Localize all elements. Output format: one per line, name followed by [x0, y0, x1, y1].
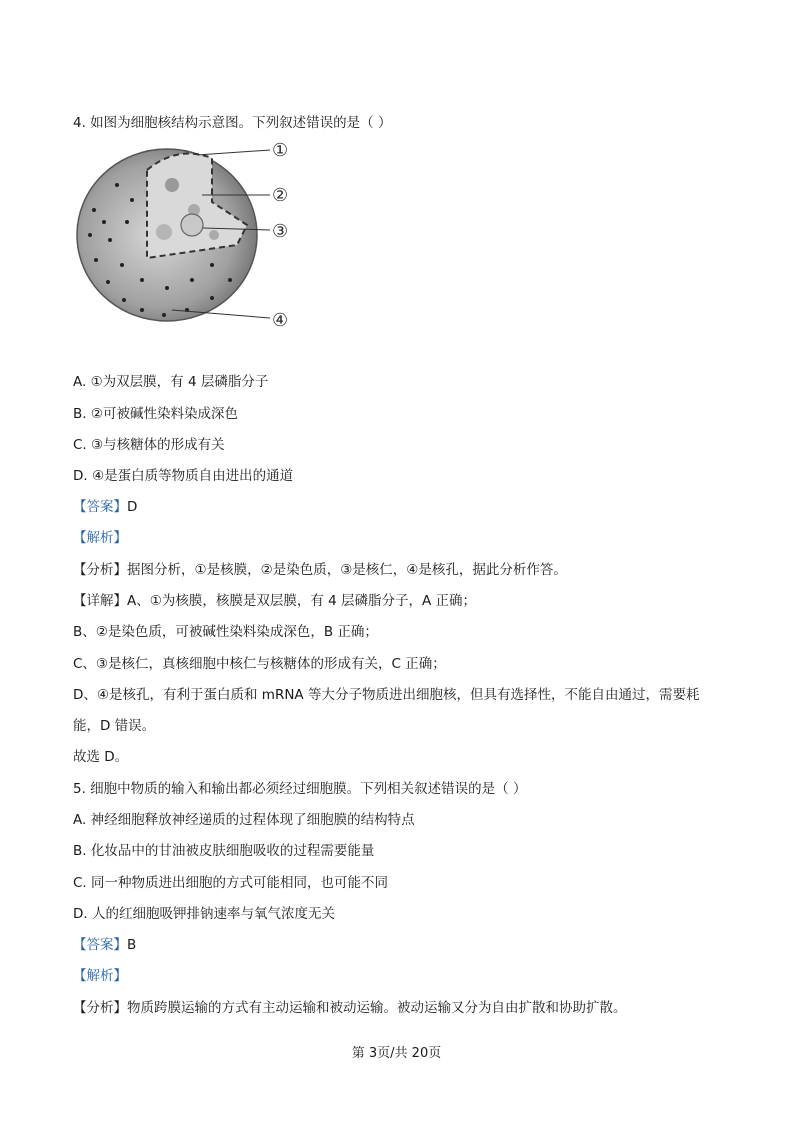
xiangjie-text: A、①为核膜，核膜是双层膜，有 4 层磷脂分子，A 正确；	[127, 593, 477, 609]
answer-value: D	[127, 499, 138, 515]
q4-detail-d: D、④是核孔，有利于蛋白质和 mRNA 等大分子物质进出细胞核，但具有选择性，不能自由通过，需要耗	[73, 687, 700, 703]
q5-option-d: D. 人的红细胞吸钾排钠速率与氧气浓度无关	[73, 906, 335, 922]
answer-tag: 【答案】	[73, 937, 127, 953]
q4-detail-b: B、②是染色质，可被碱性染料染成深色，B 正确；	[73, 624, 378, 640]
q4-detail-c: C、③是核仁，真核细胞中核仁与核糖体的形成有关，C 正确；	[73, 656, 446, 672]
label-1: ①	[272, 140, 289, 161]
q4-option-c: C. ③与核糖体的形成有关	[73, 437, 225, 453]
page-footer: 第 3页/共 20页	[351, 1046, 442, 1061]
q4-fenxi	[73, 560, 567, 580]
q5-fenxi	[73, 998, 627, 1018]
q5-option-b: B. 化妆品中的甘油被皮肤细胞吸收的过程需要能量	[73, 843, 375, 859]
q4-stem: 4. 如图为细胞核结构示意图。下列叙述错误的是（ ）	[73, 115, 392, 131]
q4-detail-d-cont: 能，D 错误。	[73, 718, 156, 734]
label-2: ②	[272, 185, 289, 206]
q4-conclusion: 故选 D。	[73, 749, 129, 765]
fenxi-tag: 【分析】	[73, 1000, 127, 1016]
q4-option-a: A. ①为双层膜，有 4 层磷脂分子	[73, 374, 269, 390]
q4-xiangjie	[73, 591, 476, 611]
answer-value: B	[127, 937, 137, 953]
q4-answer	[73, 497, 137, 517]
nucleus-diagram-image	[72, 140, 312, 335]
q4-analysis-tag: 【解析】	[73, 530, 127, 546]
label-3: ③	[272, 221, 289, 242]
q5-option-a: A. 神经细胞释放神经递质的过程体现了细胞膜的结构特点	[73, 812, 415, 828]
fenxi-tag: 【分析】	[73, 562, 127, 578]
fenxi-text: 据图分析，①是核膜，②是染色质，③是核仁，④是核孔，据此分析作答。	[127, 562, 567, 578]
q5-option-c: C. 同一种物质进出细胞的方式可能相同，也可能不同	[73, 875, 389, 891]
xiangjie-tag: 【详解】	[73, 593, 127, 609]
answer-tag: 【答案】	[73, 499, 127, 515]
fenxi-text: 物质跨膜运输的方式有主动运输和被动运输。被动运输又分为自由扩散和协助扩散。	[127, 1000, 627, 1016]
nucleolus	[181, 214, 203, 236]
q5-answer	[73, 935, 136, 955]
q4-option-d: D. ④是蛋白质等物质自由进出的通道	[73, 468, 294, 484]
q5-stem: 5. 细胞中物质的输入和输出都必须经过细胞膜。下列相关叙述错误的是（ ）	[73, 781, 527, 797]
q4-option-b: B. ②可被碱性染料染成深色	[73, 406, 238, 422]
q5-analysis-tag: 【解析】	[73, 968, 127, 984]
label-4: ④	[272, 310, 289, 331]
nucleus-figure	[72, 140, 312, 335]
